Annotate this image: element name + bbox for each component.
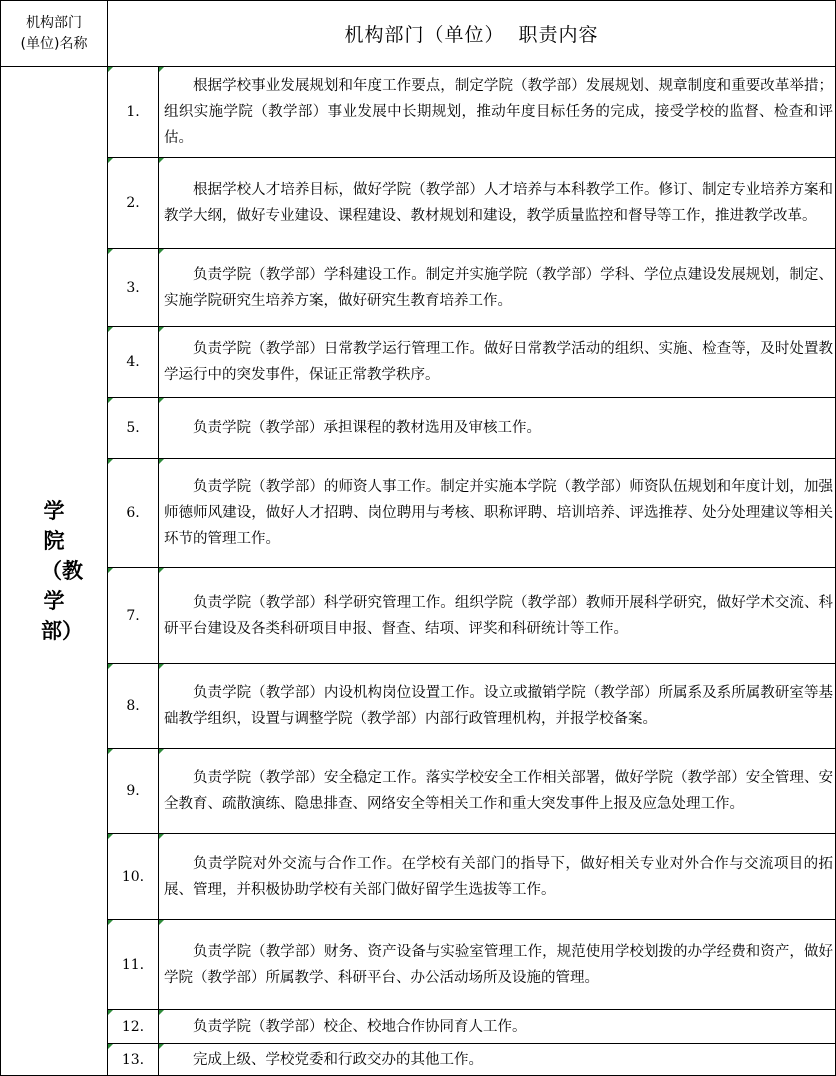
table-row	[1, 158, 836, 249]
row-number: 13.	[108, 1044, 159, 1076]
table-row	[1, 398, 836, 459]
table-row	[1, 568, 836, 664]
duty-text: 根据学校事业发展规划和年度工作要点，制定学院（教学部）发展规划、规章制度和重要改革举措；组织实施学院（教学部）事业发展中长期规划，推动年度目标任务的完成，接受学校的监督、检查和评估。	[159, 67, 836, 158]
duty-text: 根据学校人才培养目标，做好学院（教学部）人才培养与本科教学工作。修订、制定专业培养方案和教学大纲，做好专业建设、课程建设、教材规划和建设，教学质量监控和督导等工作，推进教学改革。	[159, 158, 836, 249]
row-number: 6.	[108, 459, 159, 568]
duty-text: 负责学院（教学部）安全稳定工作。落实学校安全工作相关部署，做好学院（教学部）安全管理、安全教育、疏散演练、隐患排查、网络安全等相关工作和重大突发事件上报及应急处理工作。	[159, 749, 836, 834]
table-row	[1, 920, 836, 1010]
duty-text: 负责学院（教学部）财务、资产设备与实验室管理工作，规范使用学校划拨的办学经费和资产，做好学院（教学部）所属教学、科研平台、办公活动场所及设施的管理。	[159, 920, 836, 1010]
row-number: 10.	[108, 834, 159, 920]
duty-text: 负责学院对外交流与合作工作。在学校有关部门的指导下，做好相关专业对外合作与交流项目的拓展、管理，并积极协助学校有关部门做好留学生选拔等工作。	[159, 834, 836, 920]
table-row	[1, 834, 836, 920]
duty-text: 负责学院（教学部）的师资人事工作。制定并实施本学院（教学部）师资队伍规划和年度计划，加强师德师风建设，做好人才招聘、岗位聘用与考核、职称评聘、培训培养、评选推荐、处分处理建议等相关环节的管理工作。	[159, 459, 836, 568]
unit-name: 学院（教学部）	[41, 499, 83, 643]
row-number: 3.	[108, 249, 159, 327]
row-number: 9.	[108, 749, 159, 834]
header-row	[1, 1, 836, 67]
unit-name-cell	[1, 67, 108, 1076]
duty-text: 负责学院（教学部）科学研究管理工作。组织学院（教学部）教师开展科学研究，做好学术交流、科研平台建设及各类科研项目申报、督查、结项、评奖和科研统计等工作。	[159, 568, 836, 664]
row-number: 12.	[108, 1010, 159, 1044]
table-row	[1, 327, 836, 398]
duty-text: 负责学院（教学部）学科建设工作。制定并实施学院（教学部）学科、学位点建设发展规划，制定、实施学院研究生培养方案，做好研究生教育培养工作。	[159, 249, 836, 327]
table-row	[1, 67, 836, 158]
duty-text: 负责学院（教学部）校企、校地合作协同育人工作。	[159, 1010, 836, 1044]
table-row	[1, 664, 836, 749]
row-number: 11.	[108, 920, 159, 1010]
duty-text: 负责学院（教学部）承担课程的教材选用及审核工作。	[159, 398, 836, 459]
row-number: 5.	[108, 398, 159, 459]
table-row	[1, 459, 836, 568]
table-row	[1, 749, 836, 834]
table-row	[1, 249, 836, 327]
row-number: 7.	[108, 568, 159, 664]
header-unit-name: 机构部门 (单位)名称	[1, 1, 108, 67]
header-duties-content: 机构部门（单位） 职责内容	[108, 1, 836, 67]
table-row	[1, 1010, 836, 1044]
table-row	[1, 1044, 836, 1076]
duty-text: 完成上级、学校党委和行政交办的其他工作。	[159, 1044, 836, 1076]
row-number: 1.	[108, 67, 159, 158]
duty-text: 负责学院（教学部）日常教学运行管理工作。做好日常教学活动的组织、实施、检查等，及时处置教学运行中的突发事件，保证正常教学秩序。	[159, 327, 836, 398]
row-number: 2.	[108, 158, 159, 249]
row-number: 8.	[108, 664, 159, 749]
row-number: 4.	[108, 327, 159, 398]
duty-text: 负责学院（教学部）内设机构岗位设置工作。设立或撤销学院（教学部）所属系及系所属教研室等基础教学组织，设置与调整学院（教学部）内部行政管理机构，并报学校备案。	[159, 664, 836, 749]
